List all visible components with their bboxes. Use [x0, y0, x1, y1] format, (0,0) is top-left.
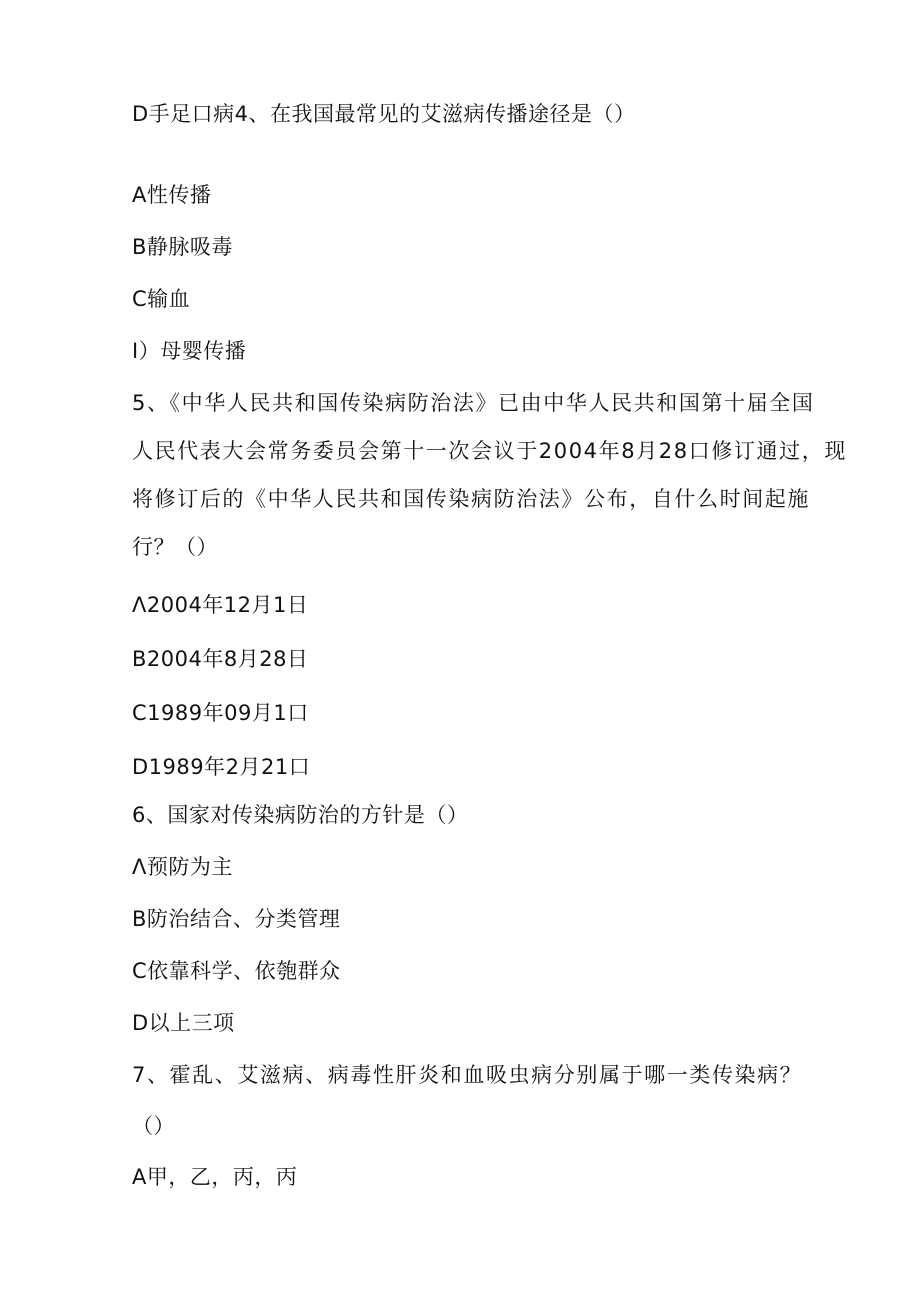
option-line-q6-b: B防治结合、分类管理: [132, 907, 341, 931]
option-line-q5-a: Λ2004年12月1日: [132, 593, 309, 617]
option-line-q4-d: I）母婴传播: [132, 339, 247, 363]
option-line-q4-a: A性传播: [132, 183, 212, 207]
option-line-q4-b: B静脉吸毒: [132, 235, 233, 259]
text-line-q5-1: 5、《中华人民共和国传染病防治法》已由中华人民共和国第十届全国: [132, 391, 815, 415]
option-line-q5-b: B2004年8月28日: [132, 647, 309, 671]
option-line-q5-c: C1989年09月1口: [132, 701, 309, 725]
text-line-q5-2: 人民代表大会常务委员会第十一次会议于2004年8月28口修订通过，现: [132, 439, 847, 463]
text-line-q6: 6、国家对传染病防治的方针是（）: [132, 803, 469, 827]
option-line-q4-c: C输血: [132, 287, 191, 311]
option-line-q7-a: A甲，乙，丙，丙: [132, 1165, 298, 1189]
option-line-q6-a: Λ预防为主: [132, 855, 233, 879]
text-line-q5-3: 将修订后的《中华人民共和国传染病防治法》公布，自什么时间起施: [132, 487, 810, 511]
option-line-q6-c: C依靠科学、依匏群众: [132, 959, 341, 983]
option-line-q6-d: D以上三项: [132, 1011, 235, 1035]
text-line-q5-4: 行？（）: [132, 535, 218, 559]
option-line-q5-d: D1989年2月21口: [132, 755, 311, 779]
text-line-q4: D手足口病4、在我国最常见的艾滋病传播途径是（）: [132, 102, 636, 126]
text-line-q7-1: 7、霍乱、艾滋病、病毒性肝炎和血吸虫病分别属于哪一类传染病？: [132, 1063, 803, 1087]
text-line-q7-2: （）: [132, 1114, 175, 1138]
